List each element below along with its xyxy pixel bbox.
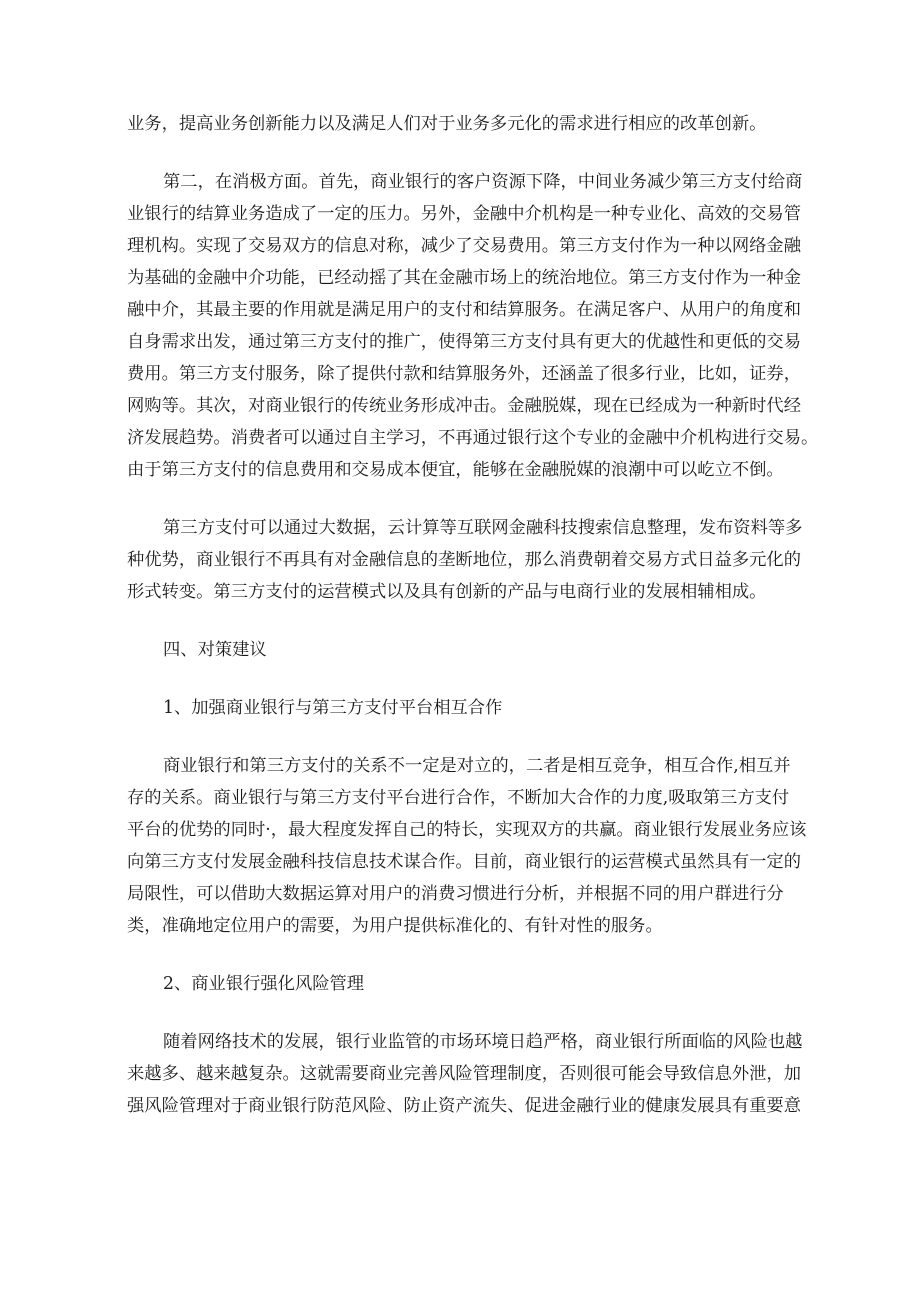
paragraph-line: 第三方支付可以通过大数据，云计算等互联网金融科技搜索信息整理，发布资料等多 [163,518,803,538]
paragraph-line: 存的关系。商业银行与第三方支付平台进行合作，不断加大合作的力度,吸取第三方支付 [127,788,790,808]
paragraph-line: 类，准确地定位用户的需要，为用户提供标准化的、有针对性的服务。 [127,916,663,936]
subsection-heading-risk-management: 2、商业银行强化风险管理 [163,974,365,994]
paragraph-line: 平台的优势的同时·，最大程度发挥自己的特长，实现双方的共赢。商业银行发展业务应该 [127,820,807,840]
paragraph-line: 强风险管理对于商业银行防范风险、防止资产流失、促进金融行业的健康发展具有重要意 [127,1096,801,1116]
paragraph-cooperation [127,750,807,942]
subsection-heading-cooperation: 1、加强商业银行与第三方支付平台相互合作 [163,698,503,718]
paragraph-line: 为基础的金融中介功能，已经动摇了其在金融市场上的统治地位。第三方支付作为一种金 [127,268,801,288]
paragraph-line: 随着网络技术的发展，银行业监管的市场环境日趋严格，商业银行所面临的风险也越 [163,1032,803,1052]
paragraph-third-party-advantages [127,512,807,608]
paragraph-line: 理机构。实现了交易双方的信息对称，减少了交易费用。第三方支付作为一种以网络金融 [127,236,801,256]
paragraph-line: 业银行的结算业务造成了一定的压力。另外，金融中介机构是一种专业化、高效的交易管 [127,204,801,224]
paragraph-line: 融中介，其最主要的作用就是满足用户的支付和结算服务。在满足客户、从用户的角度和 [127,300,801,320]
paragraph-line: 商业银行和第三方支付的关系不一定是对立的，二者是相互竞争，相互合作,相互并 [163,756,791,776]
paragraph-risk-management [127,1026,807,1122]
paragraph-line: 业务，提高业务创新能力以及满足人们对于业务多元化的需求进行相应的改革创新。 [127,114,767,134]
paragraph-business-innovation [127,108,807,140]
paragraph-line: 网购等。其次，对商业银行的传统业务形成冲击。金融脱媒，现在已经成为一种新时代经 [127,396,801,416]
section-heading-countermeasures: 四、对策建议 [163,640,267,660]
paragraph-line: 自身需求出发，通过第三方支付的推广，使得第三方支付具有更大的优越性和更低的交易 [127,332,801,352]
paragraph-line: 由于第三方支付的信息费用和交易成本便宜，能够在金融脱媒的浪潮中可以屹立不倒。 [127,460,784,480]
paragraph-line: 费用。第三方支付服务，除了提供付款和结算服务外，还涵盖了很多行业，比如，证券， [127,364,801,384]
paragraph-line: 形式转变。第三方支付的运营模式以及具有创新的产品与电商行业的发展相辅相成。 [127,582,767,602]
document-body [127,108,819,1148]
paragraph-line: 局限性，可以借助大数据运算对用户的消费习惯进行分析，并根据不同的用户群进行分 [127,884,784,904]
paragraph-line: 来越多、越来越复杂。这就需要商业完善风险管理制度，否则很可能会导致信息外泄，加 [127,1064,801,1084]
paragraph-line: 种优势，商业银行不再具有对金融信息的垄断地位，那么消费朝着交易方式日益多元化的 [127,550,801,570]
paragraph-line: 济发展趋势。消费者可以通过自主学习，不再通过银行这个专业的金融中介机构进行交易。 [127,428,819,448]
paragraph-line: 向第三方支付发展金融科技信息技术谋合作。目前，商业银行的运营模式虽然具有一定的 [127,852,801,872]
paragraph-negative-aspects [127,166,819,486]
paragraph-line: 第二，在消极方面。首先，商业银行的客户资源下降，中间业务减少第三方支付给商 [163,172,803,192]
